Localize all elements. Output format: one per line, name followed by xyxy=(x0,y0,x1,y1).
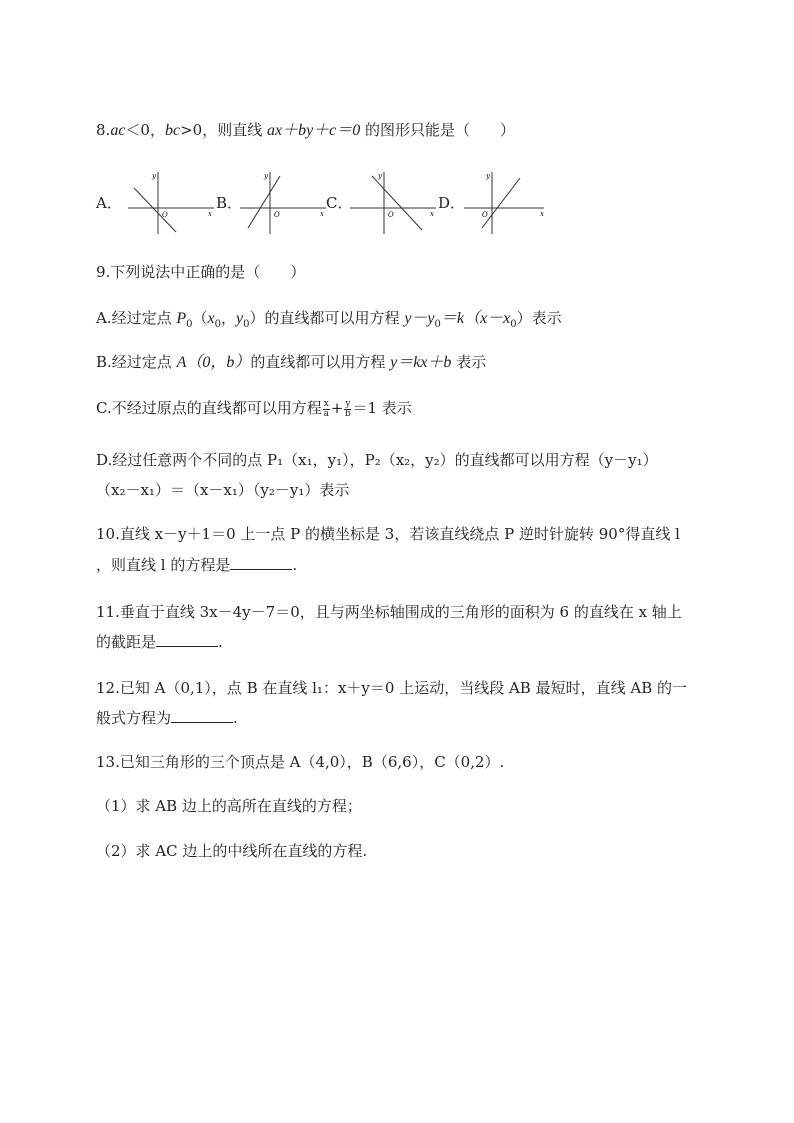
q9-a-prefix: A.经过定点 xyxy=(96,309,177,327)
q12-line2 xyxy=(96,708,238,728)
q8-equation: ax＋by＋c＝0 xyxy=(266,122,361,139)
q11-line1: 11.垂直于直线 3x－4y－7＝0，且与两坐标轴围成的三角形的面积为 6 的直线在 x 轴上 xyxy=(96,603,682,621)
q8-cond1-rel: ＜0， xyxy=(125,121,165,139)
option-c-y-label: y xyxy=(378,172,382,180)
option-c-graph xyxy=(346,170,438,236)
q9-a-eq2: ＝k（x－x xyxy=(440,310,511,327)
q9-c-frac-x: $\frac{x}{a}$ xyxy=(323,398,329,419)
q8-tail: 的图形只能是（ ） xyxy=(360,121,516,139)
q9-option-a: A.经过定点 $P_0(x_0$，$y_0$）的直线都可以用方程 $y-y_0=k(x-x_0)$表示 xyxy=(96,309,562,330)
q9-stem: 9.下列说法中正确的是（ ） xyxy=(96,263,306,281)
option-b-label: B． xyxy=(216,194,243,212)
q9-c-tail: ＝1 表示 xyxy=(352,399,412,417)
q12-line2-end: . xyxy=(233,709,238,727)
option-d-label: D． xyxy=(438,194,466,212)
q13-stem: 13.已知三角形的三个顶点是 A（4,0），B（6,6），C（0,2）. xyxy=(96,753,505,771)
q11-line2 xyxy=(96,632,223,652)
q8-cond1: ac xyxy=(110,122,126,139)
q9-c-frac-y: $\frac{y}{b}$ xyxy=(345,398,351,419)
q9-c-prefix: C.不经过原点的直线都可以用方程 xyxy=(96,399,322,417)
q9-b-prefix: B.经过定点 xyxy=(96,353,177,371)
q9-a-point: P xyxy=(176,310,187,327)
option-b-x-label: x xyxy=(320,210,324,218)
option-d-y-label: y xyxy=(486,172,490,180)
q9-b-tail: 表示 xyxy=(451,353,487,371)
q10-line2-end: . xyxy=(292,556,298,574)
q11-answer-blank[interactable] xyxy=(156,632,218,647)
option-c-x-label: x xyxy=(430,210,434,218)
q9-c-plus: + xyxy=(330,399,344,417)
q12-answer-blank[interactable] xyxy=(171,708,233,723)
q9-option-c xyxy=(96,398,412,419)
option-d-x-label: x xyxy=(540,210,544,218)
q8-stem xyxy=(96,120,515,141)
q9-a-eq: y－y xyxy=(404,310,435,327)
q9-option-d-line2: （x₂－x₁）＝（x－x₁）（y₂－y₁）表示 xyxy=(96,481,350,499)
option-a-origin: O xyxy=(162,211,168,219)
option-d-graph xyxy=(460,170,552,236)
option-a-graph xyxy=(124,170,216,236)
option-b-origin: O xyxy=(274,211,280,219)
option-b-y-label: y xyxy=(264,172,268,180)
q8-number: 8. xyxy=(96,121,111,139)
option-a-y-label: y xyxy=(152,172,156,180)
q9-option-b xyxy=(96,352,486,373)
q9-a-coord: （$x_0$，$y_0$） xyxy=(192,309,265,330)
q9-a-mid: 的直线都可以用方程 xyxy=(264,309,405,327)
q10-line2-text: ，则直线 l 的方程是 xyxy=(96,556,231,574)
q8-cond2: bc xyxy=(164,122,181,139)
q10-answer-blank[interactable] xyxy=(230,555,292,570)
option-b-graph xyxy=(236,170,328,236)
option-c-origin: O xyxy=(388,211,394,219)
q9-a-tail: ）表示 xyxy=(516,309,562,327)
q9-b-mid: 的直线都可以用方程 xyxy=(250,353,391,371)
q9-b-point: A（0，b） xyxy=(176,354,251,371)
q8-cond2-rel: >0，则直线 xyxy=(180,121,267,139)
q9-a-sub: 0 xyxy=(186,319,193,330)
q11-line2-end: . xyxy=(218,633,223,651)
q12-line2-text: 般式方程为 xyxy=(96,709,172,727)
q13-part1: （1）求 AB 边上的高所在直线的方程； xyxy=(96,797,362,815)
q11-line2-text: 的截距是 xyxy=(96,633,157,651)
option-a-label: A． xyxy=(96,194,122,212)
q13-part2: （2）求 AC 边上的中线所在直线的方程. xyxy=(96,842,368,860)
q10-line2 xyxy=(96,555,297,575)
q8-options xyxy=(96,170,566,236)
q9-b-eq: y＝kx＋b xyxy=(390,354,452,371)
q10-line1: 10.直线 x－y＋1＝0 上一点 P 的横坐标是 3，若该直线绕点 P 逆时针旋转 90°得直线 l xyxy=(96,525,680,543)
option-d-origin: O xyxy=(482,211,488,219)
option-a-x-label: x xyxy=(208,210,212,218)
option-c-label: C． xyxy=(326,194,353,212)
q9-option-d-line1: D.经过任意两个不同的点 P₁（x₁，y₁），P₂（x₂，y₂）的直线都可以用方程（y－y₁） xyxy=(96,451,658,469)
q12-line1: 12.已知 A（0,1），点 B 在直线 l₁：x＋y＝0 上运动，当线段 AB 最短时，直线 AB 的一 xyxy=(96,679,687,697)
